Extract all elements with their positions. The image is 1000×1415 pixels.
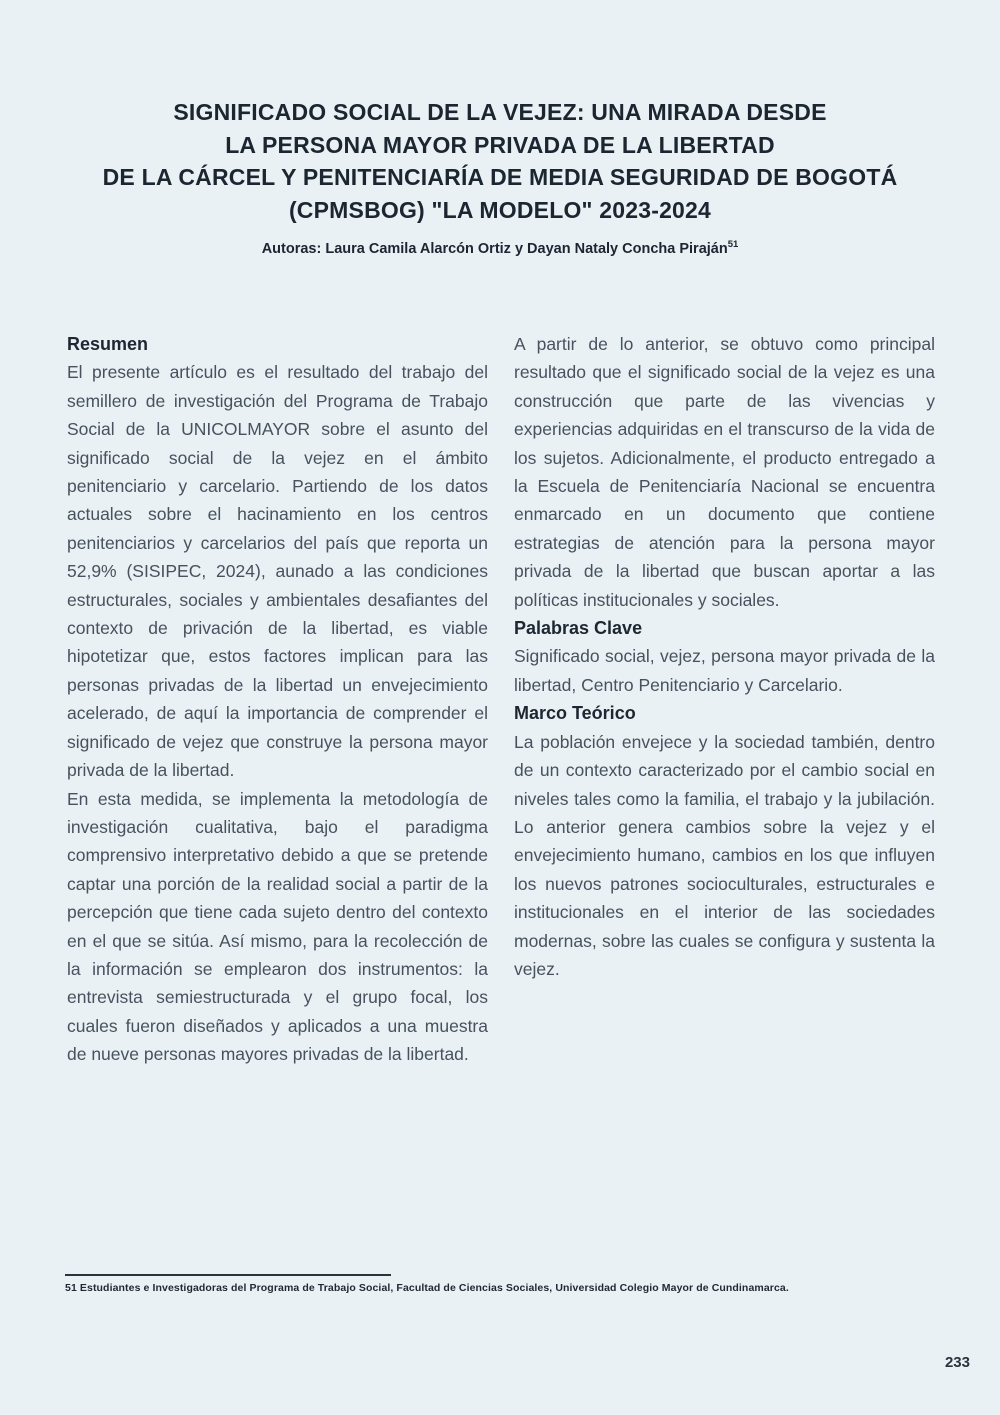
abstract-paragraph-1: El presente artículo es el resultado del trabajo del semillero de investigación del Programa de Trabajo Social de la UNICOLMAYOR sobre el asunto del significado social de la vejez en el ámbito penitenciario y carcelario. Partiendo de los datos actuales sobre el hacinamiento en los centros penitenciarios y carcelarios del país que reporta un 52,9% (SISIPEC, 2024), aunado a las condiciones estructurales, sociales y ambientales desafiantes del contexto de privación de la libertad, es viable hipotetizar que, estos factores implican para las personas privadas de la libertad un envejecimiento acelerado, de aquí la importancia de comprender el significado de vejez que construye la persona mayor privada de la libertad. xyxy=(67,362,488,781)
article-title-line-4: (CPMSBOG) "LA MODELO" 2023-2024 xyxy=(288,196,712,223)
footnote-block xyxy=(65,1274,805,1295)
resumen-heading: Resumen xyxy=(67,334,149,354)
keywords-text: Significado social, vejez, persona mayor privada de la libertad, Centro Penitenciario y Carcelario. xyxy=(514,646,935,695)
article-title-line-3: DE LA CÁRCEL Y PENITENCIARÍA DE MEDIA SEGURIDAD DE BOGOTÁ xyxy=(102,164,898,190)
left-column xyxy=(67,330,488,1069)
authors-text: Autoras: Laura Camila Alarcón Ortiz y Dayan Nataly Concha Piraján xyxy=(261,241,728,257)
results-paragraph: A partir de lo anterior, se obtuvo como principal resultado que el significado social de la vejez es una construcción que parte de las vivencias y experiencias adquiridas en el transcurso de la vida de los sujetos. Adicionalmente, el producto entregado a la Escuela de Penitenciaría Nacional se encuentra enmarcado en un documento que contiene estrategias de atención para la persona mayor privada de la libertad que buscan aportar a las políticas institucionales y sociales. xyxy=(514,334,935,610)
right-column xyxy=(514,330,935,1069)
marco-teorico-heading: Marco Teórico xyxy=(514,703,636,724)
article-title xyxy=(40,96,960,226)
footnote-divider xyxy=(65,1274,391,1276)
article-title-line-2: LA PERSONA MAYOR PRIVADA DE LA LIBERTAD xyxy=(225,131,775,158)
article-title-line-1: SIGNIFICADO SOCIAL DE LA VEJEZ: UNA MIRADA DESDE xyxy=(173,99,827,125)
authors-line xyxy=(0,239,1000,259)
abstract-paragraph-2: En esta medida, se implementa la metodología de investigación cualitativa, bajo el paradigma comprensivo interpretativo debido a que se pretende captar una porción de la realidad social a partir de la percepción que tiene cada sujeto dentro del contexto en el que se sitúa. Así mismo, para la recolección de la información se emplearon dos instrumentos: la entrevista semiestructurada y el grupo focal, los cuales fueron diseñados y aplicados a una muestra de nueve personas mayores privadas de la libertad. xyxy=(67,788,488,1065)
palabras-clave-heading: Palabras Clave xyxy=(514,618,643,639)
footnote-text: 51 Estudiantes e Investigadoras del Programa de Trabajo Social, Facultad de Ciencias Sociales, Universidad Colegio Mayor de Cundinamarca. xyxy=(65,1282,789,1294)
two-column-body xyxy=(67,330,935,1069)
author-footnote-ref: 51 xyxy=(727,239,739,251)
page-number: 233 xyxy=(944,1354,970,1371)
marco-teorico-paragraph: La población envejece y la sociedad también, dentro de un contexto caracterizado por el cambio social en niveles tales como la familia, el trabajo y la jubilación. Lo anterior genera cambios sobre la vejez y el envejecimiento humano, cambios en los que influyen los nuevos patrones socioculturales, estructurales e institucionales en el interior de las sociedades modernas, sobre las cuales se configura y sustenta la vejez. xyxy=(514,731,935,979)
